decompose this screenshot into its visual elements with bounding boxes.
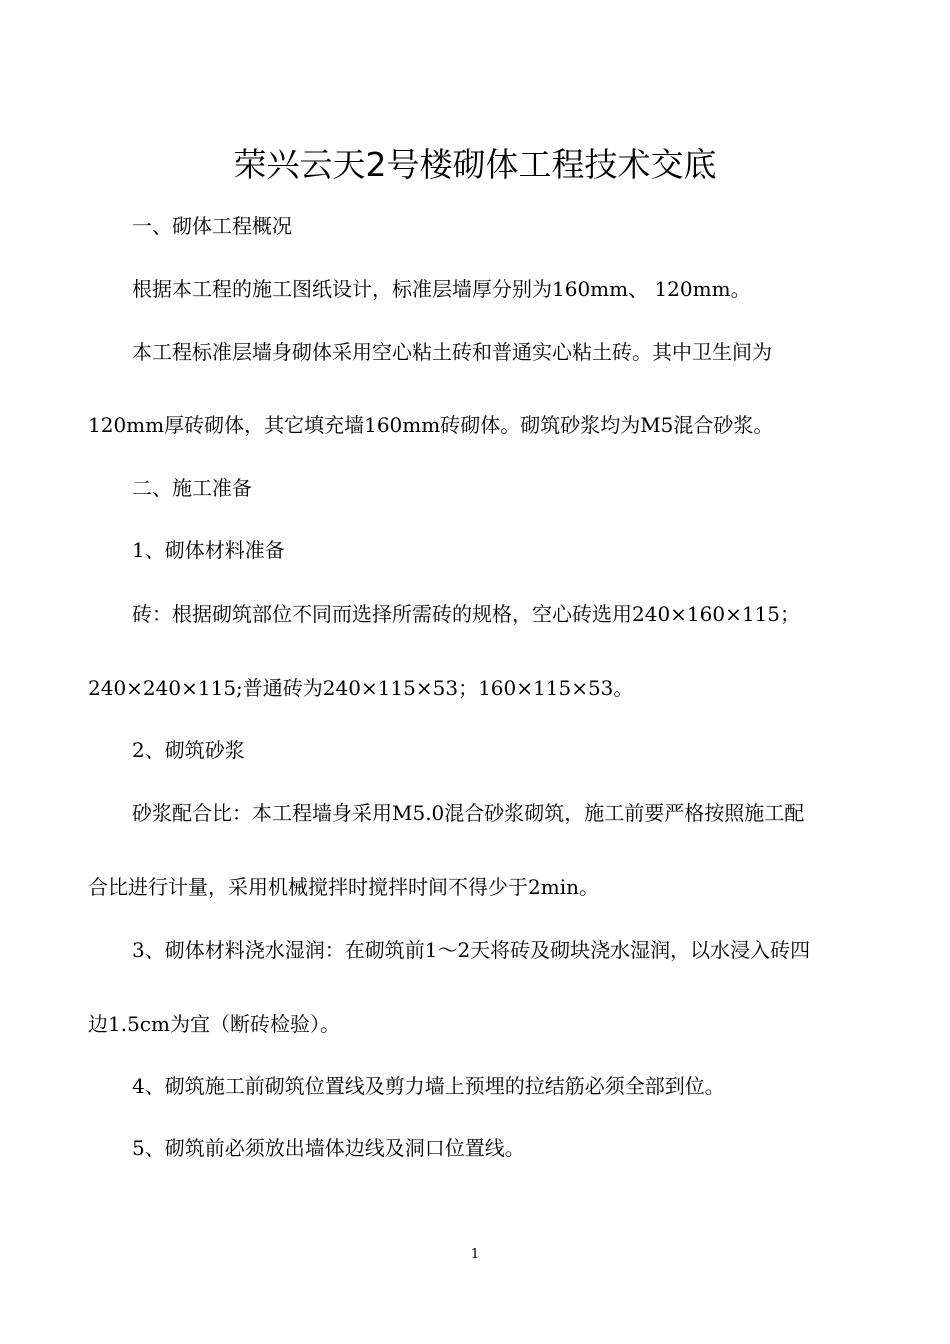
paragraph-line: 3、砌体材料浇水湿润：在砌筑前1～2天将砖及砌块浇水湿润，以水浸入砖四 [132, 938, 811, 962]
subsection-heading: 2、砌筑砂浆 [132, 738, 245, 762]
document-title: 荣兴云天2号楼砌体工程技术交底 [233, 145, 717, 184]
paragraph-line: 120mm厚砖砌体，其它填充墙160mm砖砌体。砌筑砂浆均为M5混合砂浆。 [88, 413, 774, 437]
section-heading-preparation: 二、施工准备 [132, 476, 252, 500]
paragraph-line: 合比进行计量，采用机械搅拌时搅拌时间不得少于2min。 [88, 875, 599, 899]
paragraph-line: 边1.5cm为宜（断砖检验）。 [88, 1012, 340, 1036]
subsection-heading: 1、砌体材料准备 [132, 538, 285, 562]
page-number: 1 [470, 1247, 480, 1262]
paragraph-line: 根据本工程的施工图纸设计，标准层墙厚分别为160mm、 120mm。 [132, 277, 751, 301]
paragraph-line: 砂浆配合比：本工程墙身采用M5.0混合砂浆砌筑，施工前要严格按照施工配 [132, 801, 805, 825]
paragraph-line: 5、砌筑前必须放出墙体边线及洞口位置线。 [132, 1136, 525, 1160]
paragraph-line: 砖：根据砌筑部位不同而选择所需砖的规格，空心砖选用240×160×115； [132, 602, 801, 626]
section-heading-overview: 一、砌体工程概况 [132, 214, 292, 238]
paragraph-line: 4、砌筑施工前砌筑位置线及剪力墙上预埋的拉结筋必须全部到位。 [132, 1074, 725, 1098]
paragraph-line: 240×240×115;普通砖为240×115×53；160×115×53。 [88, 676, 634, 700]
paragraph-line: 本工程标准层墙身砌体采用空心粘土砖和普通实心粘土砖。其中卫生间为 [132, 340, 772, 364]
